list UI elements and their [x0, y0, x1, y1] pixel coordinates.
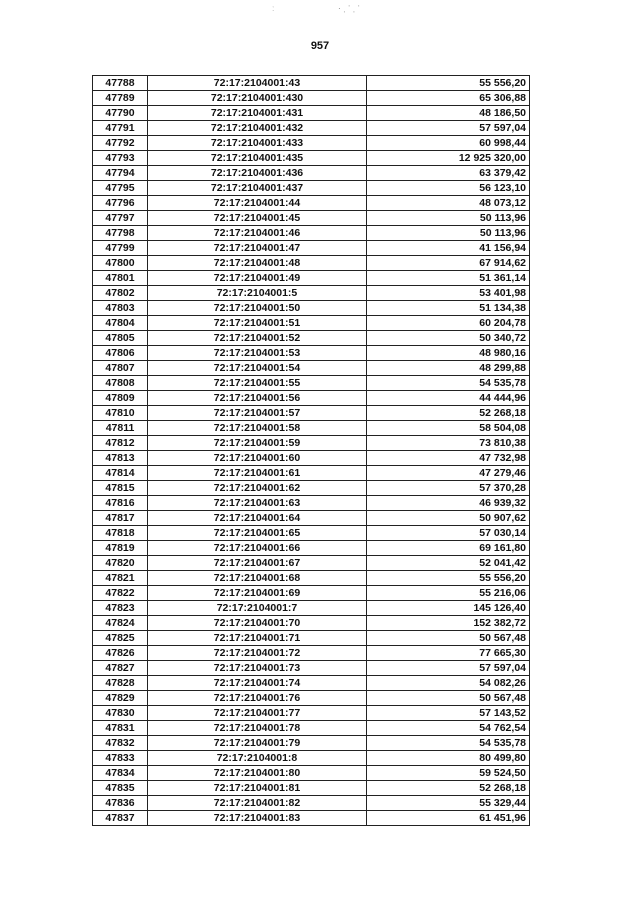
value-cell: 61 451,96	[367, 811, 530, 826]
value-cell: 50 340,72	[367, 331, 530, 346]
row-id-cell: 47820	[93, 556, 148, 571]
row-id-cell: 47833	[93, 751, 148, 766]
cadastral-number-cell: 72:17:2104001:56	[148, 391, 367, 406]
row-id-cell: 47805	[93, 331, 148, 346]
table-row	[93, 436, 530, 451]
cadastral-number-cell: 72:17:2104001:45	[148, 211, 367, 226]
table-row	[93, 376, 530, 391]
table-row	[93, 526, 530, 541]
cadastral-number-cell: 72:17:2104001:59	[148, 436, 367, 451]
cadastral-number-cell: 72:17:2104001:70	[148, 616, 367, 631]
cadastral-number-cell: 72:17:2104001:43	[148, 76, 367, 91]
cadastral-number-cell: 72:17:2104001:431	[148, 106, 367, 121]
row-id-cell: 47835	[93, 781, 148, 796]
value-cell: 53 401,98	[367, 286, 530, 301]
row-id-cell: 47827	[93, 661, 148, 676]
row-id-cell: 47832	[93, 736, 148, 751]
table-row	[93, 781, 530, 796]
table-row	[93, 121, 530, 136]
page-number: 957	[310, 40, 330, 52]
table-row	[93, 346, 530, 361]
cadastral-number-cell: 72:17:2104001:51	[148, 316, 367, 331]
table-row	[93, 151, 530, 166]
row-id-cell: 47800	[93, 256, 148, 271]
row-id-cell: 47821	[93, 571, 148, 586]
row-id-cell: 47814	[93, 466, 148, 481]
cadastral-number-cell: 72:17:2104001:72	[148, 646, 367, 661]
table-row	[93, 646, 530, 661]
table-row	[93, 676, 530, 691]
row-id-cell: 47798	[93, 226, 148, 241]
value-cell: 52 268,18	[367, 406, 530, 421]
value-cell: 59 524,50	[367, 766, 530, 781]
value-cell: 55 556,20	[367, 76, 530, 91]
value-cell: 60 998,44	[367, 136, 530, 151]
value-cell: 57 597,04	[367, 661, 530, 676]
row-id-cell: 47815	[93, 481, 148, 496]
table-row	[93, 286, 530, 301]
row-id-cell: 47812	[93, 436, 148, 451]
row-id-cell: 47791	[93, 121, 148, 136]
cadastral-number-cell: 72:17:2104001:74	[148, 676, 367, 691]
table-row	[93, 421, 530, 436]
cadastral-number-cell: 72:17:2104001:433	[148, 136, 367, 151]
value-cell: 12 925 320,00	[367, 151, 530, 166]
cadastral-number-cell: 72:17:2104001:66	[148, 541, 367, 556]
cadastral-number-cell: 72:17:2104001:57	[148, 406, 367, 421]
value-cell: 50 113,96	[367, 211, 530, 226]
table-row	[93, 556, 530, 571]
row-id-cell: 47819	[93, 541, 148, 556]
table-row	[93, 511, 530, 526]
value-cell: 67 914,62	[367, 256, 530, 271]
table-row	[93, 541, 530, 556]
table-row	[93, 406, 530, 421]
row-id-cell: 47807	[93, 361, 148, 376]
row-id-cell: 47834	[93, 766, 148, 781]
value-cell: 77 665,30	[367, 646, 530, 661]
row-id-cell: 47810	[93, 406, 148, 421]
cadastral-number-cell: 72:17:2104001:61	[148, 466, 367, 481]
table-row	[93, 391, 530, 406]
row-id-cell: 47813	[93, 451, 148, 466]
value-cell: 57 370,28	[367, 481, 530, 496]
row-id-cell: 47811	[93, 421, 148, 436]
table-row	[93, 211, 530, 226]
table-row	[93, 721, 530, 736]
cadastral-number-cell: 72:17:2104001:78	[148, 721, 367, 736]
row-id-cell: 47830	[93, 706, 148, 721]
row-id-cell: 47790	[93, 106, 148, 121]
cadastral-number-cell: 72:17:2104001:47	[148, 241, 367, 256]
value-cell: 57 030,14	[367, 526, 530, 541]
row-id-cell: 47831	[93, 721, 148, 736]
row-id-cell: 47793	[93, 151, 148, 166]
value-cell: 65 306,88	[367, 91, 530, 106]
row-id-cell: 47816	[93, 496, 148, 511]
row-id-cell: 47826	[93, 646, 148, 661]
cadastral-number-cell: 72:17:2104001:81	[148, 781, 367, 796]
row-id-cell: 47822	[93, 586, 148, 601]
cadastral-number-cell: 72:17:2104001:76	[148, 691, 367, 706]
table-row	[93, 76, 530, 91]
row-id-cell: 47802	[93, 286, 148, 301]
row-id-cell: 47799	[93, 241, 148, 256]
cadastral-number-cell: 72:17:2104001:67	[148, 556, 367, 571]
value-cell: 48 980,16	[367, 346, 530, 361]
cadastral-number-cell: 72:17:2104001:432	[148, 121, 367, 136]
row-id-cell: 47789	[93, 91, 148, 106]
scan-artifact-left: ː	[272, 4, 275, 13]
value-cell: 47 279,46	[367, 466, 530, 481]
cadastral-number-cell: 72:17:2104001:62	[148, 481, 367, 496]
cadastral-number-cell: 72:17:2104001:48	[148, 256, 367, 271]
cadastral-number-cell: 72:17:2104001:49	[148, 271, 367, 286]
table-row	[93, 691, 530, 706]
table-row	[93, 361, 530, 376]
table-row	[93, 661, 530, 676]
value-cell: 52 268,18	[367, 781, 530, 796]
row-id-cell: 47818	[93, 526, 148, 541]
cadastral-number-cell: 72:17:2104001:63	[148, 496, 367, 511]
value-cell: 152 382,72	[367, 616, 530, 631]
value-cell: 50 567,48	[367, 691, 530, 706]
value-cell: 48 186,50	[367, 106, 530, 121]
value-cell: 54 082,26	[367, 676, 530, 691]
value-cell: 54 535,78	[367, 376, 530, 391]
cadastral-number-cell: 72:17:2104001:58	[148, 421, 367, 436]
cadastral-number-cell: 72:17:2104001:69	[148, 586, 367, 601]
table-row	[93, 331, 530, 346]
cadastral-number-cell: 72:17:2104001:8	[148, 751, 367, 766]
table-row	[93, 256, 530, 271]
row-id-cell: 47829	[93, 691, 148, 706]
cadastral-number-cell: 72:17:2104001:430	[148, 91, 367, 106]
value-cell: 145 126,40	[367, 601, 530, 616]
row-id-cell: 47808	[93, 376, 148, 391]
value-cell: 46 939,32	[367, 496, 530, 511]
cadastral-value-table	[92, 75, 530, 826]
cadastral-number-cell: 72:17:2104001:436	[148, 166, 367, 181]
table-row	[93, 751, 530, 766]
row-id-cell: 47795	[93, 181, 148, 196]
row-id-cell: 47801	[93, 271, 148, 286]
table-row	[93, 166, 530, 181]
table-row	[93, 271, 530, 286]
cadastral-number-cell: 72:17:2104001:83	[148, 811, 367, 826]
table-row	[93, 301, 530, 316]
table-row	[93, 706, 530, 721]
row-id-cell: 47809	[93, 391, 148, 406]
value-cell: 47 732,98	[367, 451, 530, 466]
value-cell: 57 597,04	[367, 121, 530, 136]
scan-artifact-right: · ˌ ˈ ˌ ˈ	[338, 4, 361, 13]
table-row	[93, 481, 530, 496]
row-id-cell: 47824	[93, 616, 148, 631]
cadastral-number-cell: 72:17:2104001:5	[148, 286, 367, 301]
value-cell: 54 535,78	[367, 736, 530, 751]
table-row	[93, 796, 530, 811]
cadastral-number-cell: 72:17:2104001:7	[148, 601, 367, 616]
cadastral-number-cell: 72:17:2104001:46	[148, 226, 367, 241]
row-id-cell: 47797	[93, 211, 148, 226]
table-row	[93, 736, 530, 751]
row-id-cell: 47792	[93, 136, 148, 151]
cadastral-number-cell: 72:17:2104001:50	[148, 301, 367, 316]
value-cell: 50 567,48	[367, 631, 530, 646]
cadastral-number-cell: 72:17:2104001:52	[148, 331, 367, 346]
table-row	[93, 586, 530, 601]
value-cell: 55 329,44	[367, 796, 530, 811]
value-cell: 63 379,42	[367, 166, 530, 181]
table-row	[93, 241, 530, 256]
value-cell: 51 134,38	[367, 301, 530, 316]
row-id-cell: 47803	[93, 301, 148, 316]
value-cell: 58 504,08	[367, 421, 530, 436]
value-cell: 57 143,52	[367, 706, 530, 721]
cadastral-number-cell: 72:17:2104001:80	[148, 766, 367, 781]
cadastral-number-cell: 72:17:2104001:64	[148, 511, 367, 526]
value-cell: 50 907,62	[367, 511, 530, 526]
cadastral-table-container	[92, 75, 530, 826]
cadastral-number-cell: 72:17:2104001:53	[148, 346, 367, 361]
row-id-cell: 47836	[93, 796, 148, 811]
table-row	[93, 136, 530, 151]
row-id-cell: 47788	[93, 76, 148, 91]
row-id-cell: 47796	[93, 196, 148, 211]
cadastral-number-cell: 72:17:2104001:71	[148, 631, 367, 646]
table-row	[93, 181, 530, 196]
table-body	[93, 76, 530, 826]
value-cell: 55 556,20	[367, 571, 530, 586]
table-row	[93, 451, 530, 466]
value-cell: 80 499,80	[367, 751, 530, 766]
value-cell: 48 299,88	[367, 361, 530, 376]
value-cell: 69 161,80	[367, 541, 530, 556]
table-row	[93, 811, 530, 826]
row-id-cell: 47823	[93, 601, 148, 616]
value-cell: 51 361,14	[367, 271, 530, 286]
table-row	[93, 316, 530, 331]
cadastral-number-cell: 72:17:2104001:77	[148, 706, 367, 721]
table-row	[93, 766, 530, 781]
table-row	[93, 466, 530, 481]
cadastral-number-cell: 72:17:2104001:65	[148, 526, 367, 541]
value-cell: 73 810,38	[367, 436, 530, 451]
value-cell: 48 073,12	[367, 196, 530, 211]
table-row	[93, 601, 530, 616]
value-cell: 56 123,10	[367, 181, 530, 196]
value-cell: 41 156,94	[367, 241, 530, 256]
cadastral-number-cell: 72:17:2104001:73	[148, 661, 367, 676]
cadastral-number-cell: 72:17:2104001:435	[148, 151, 367, 166]
table-row	[93, 91, 530, 106]
value-cell: 54 762,54	[367, 721, 530, 736]
cadastral-number-cell: 72:17:2104001:44	[148, 196, 367, 211]
value-cell: 60 204,78	[367, 316, 530, 331]
value-cell: 55 216,06	[367, 586, 530, 601]
value-cell: 52 041,42	[367, 556, 530, 571]
cadastral-number-cell: 72:17:2104001:437	[148, 181, 367, 196]
cadastral-number-cell: 72:17:2104001:79	[148, 736, 367, 751]
cadastral-number-cell: 72:17:2104001:55	[148, 376, 367, 391]
table-row	[93, 616, 530, 631]
row-id-cell: 47817	[93, 511, 148, 526]
row-id-cell: 47806	[93, 346, 148, 361]
cadastral-number-cell: 72:17:2104001:68	[148, 571, 367, 586]
cadastral-number-cell: 72:17:2104001:54	[148, 361, 367, 376]
row-id-cell: 47804	[93, 316, 148, 331]
table-row	[93, 496, 530, 511]
table-row	[93, 106, 530, 121]
value-cell: 50 113,96	[367, 226, 530, 241]
row-id-cell: 47828	[93, 676, 148, 691]
row-id-cell: 47837	[93, 811, 148, 826]
row-id-cell: 47825	[93, 631, 148, 646]
cadastral-number-cell: 72:17:2104001:60	[148, 451, 367, 466]
row-id-cell: 47794	[93, 166, 148, 181]
table-row	[93, 226, 530, 241]
cadastral-number-cell: 72:17:2104001:82	[148, 796, 367, 811]
table-row	[93, 196, 530, 211]
table-row	[93, 631, 530, 646]
value-cell: 44 444,96	[367, 391, 530, 406]
table-row	[93, 571, 530, 586]
